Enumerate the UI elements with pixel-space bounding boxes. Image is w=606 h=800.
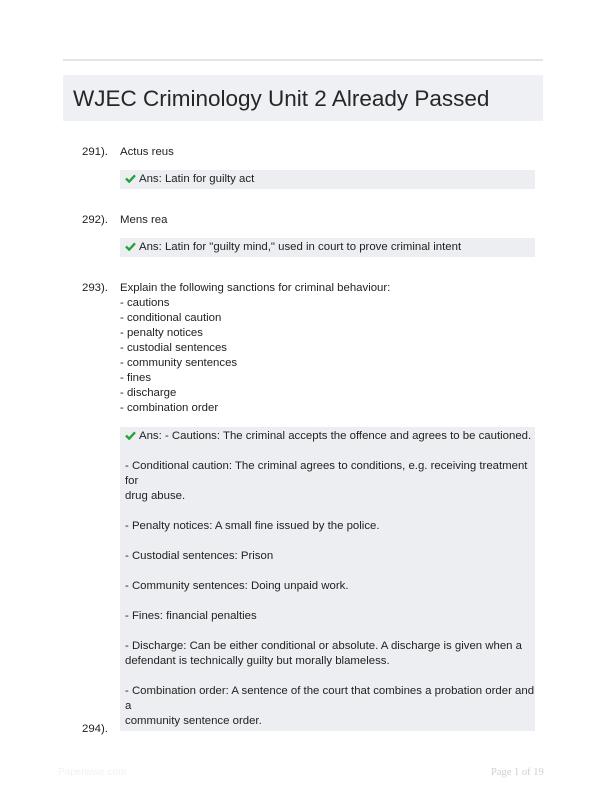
answer-line: - Discharge: Can be either conditional or absolute. A discharge is given when a (125, 640, 523, 652)
answer-line (125, 172, 535, 187)
answer-box (120, 427, 535, 731)
answer-spacer (125, 504, 535, 519)
question-number: 292). (82, 214, 108, 226)
question-line: Actus reus (120, 146, 174, 158)
question-line: - fines (120, 372, 152, 384)
question-text (120, 213, 167, 228)
question-line: - conditional caution (120, 312, 222, 324)
answer-line: - Combination order: A sentence of the court that combines a probation order and a (125, 685, 535, 712)
answer-line: defendant is technically guilty but morally blameless. (125, 655, 390, 667)
answer-spacer (125, 564, 535, 579)
top-divider (63, 59, 543, 61)
answer-line: - Community sentences: Doing unpaid work. (125, 580, 349, 592)
question-line: - discharge (120, 387, 177, 399)
question-text (120, 145, 174, 160)
page-indicator: Page 1 of 19 (491, 767, 544, 778)
answer-line: - Custodial sentences: Prison (125, 550, 274, 562)
answer-line: drug abuse. (125, 490, 186, 502)
question-line: Explain the following sanctions for criminal behaviour: (120, 282, 391, 294)
question-line: - community sentences (120, 357, 238, 369)
question-number: 294). (82, 723, 108, 735)
answer-box (120, 170, 535, 189)
answer-spacer (125, 624, 535, 639)
question-line: - penalty notices (120, 327, 203, 339)
question-line: - combination order (120, 402, 219, 414)
answer-text: Ans: Latin for guilty act (139, 173, 255, 185)
answer-line (125, 240, 535, 255)
page-title: WJEC Criminology Unit 2 Already Passed (73, 85, 490, 111)
question-number: 293). (82, 282, 108, 294)
answer-line: - Penalty notices: A small fine issued by the police. (125, 520, 380, 532)
question-line: - cautions (120, 297, 170, 309)
answer-text: Ans: Latin for "guilty mind," used in court to prove criminal intent (139, 241, 462, 253)
checkmark-icon (125, 174, 136, 183)
question-number: 291). (82, 146, 108, 158)
title-banner (63, 75, 543, 121)
answer-line: community sentence order. (125, 715, 262, 727)
answer-spacer (125, 444, 535, 459)
answer-text: Ans: - Cautions: The criminal accepts the offence and agrees to be cautioned. (139, 430, 532, 442)
answer-line: - Fines: financial penalties (125, 610, 257, 622)
footer-watermark: Paperwise.com (58, 767, 127, 778)
checkmark-icon (125, 431, 136, 440)
question-text (120, 281, 390, 416)
answer-line: - Conditional caution: The criminal agrees to conditions, e.g. receiving treatment for (125, 460, 528, 487)
answer-spacer (125, 534, 535, 549)
answer-box (120, 238, 535, 257)
answer-spacer (125, 594, 535, 609)
answer-spacer (125, 669, 535, 684)
question-line: Mens rea (120, 214, 168, 226)
question-line: - custodial sentences (120, 342, 228, 354)
answer-line (125, 429, 535, 444)
checkmark-icon (125, 242, 136, 251)
